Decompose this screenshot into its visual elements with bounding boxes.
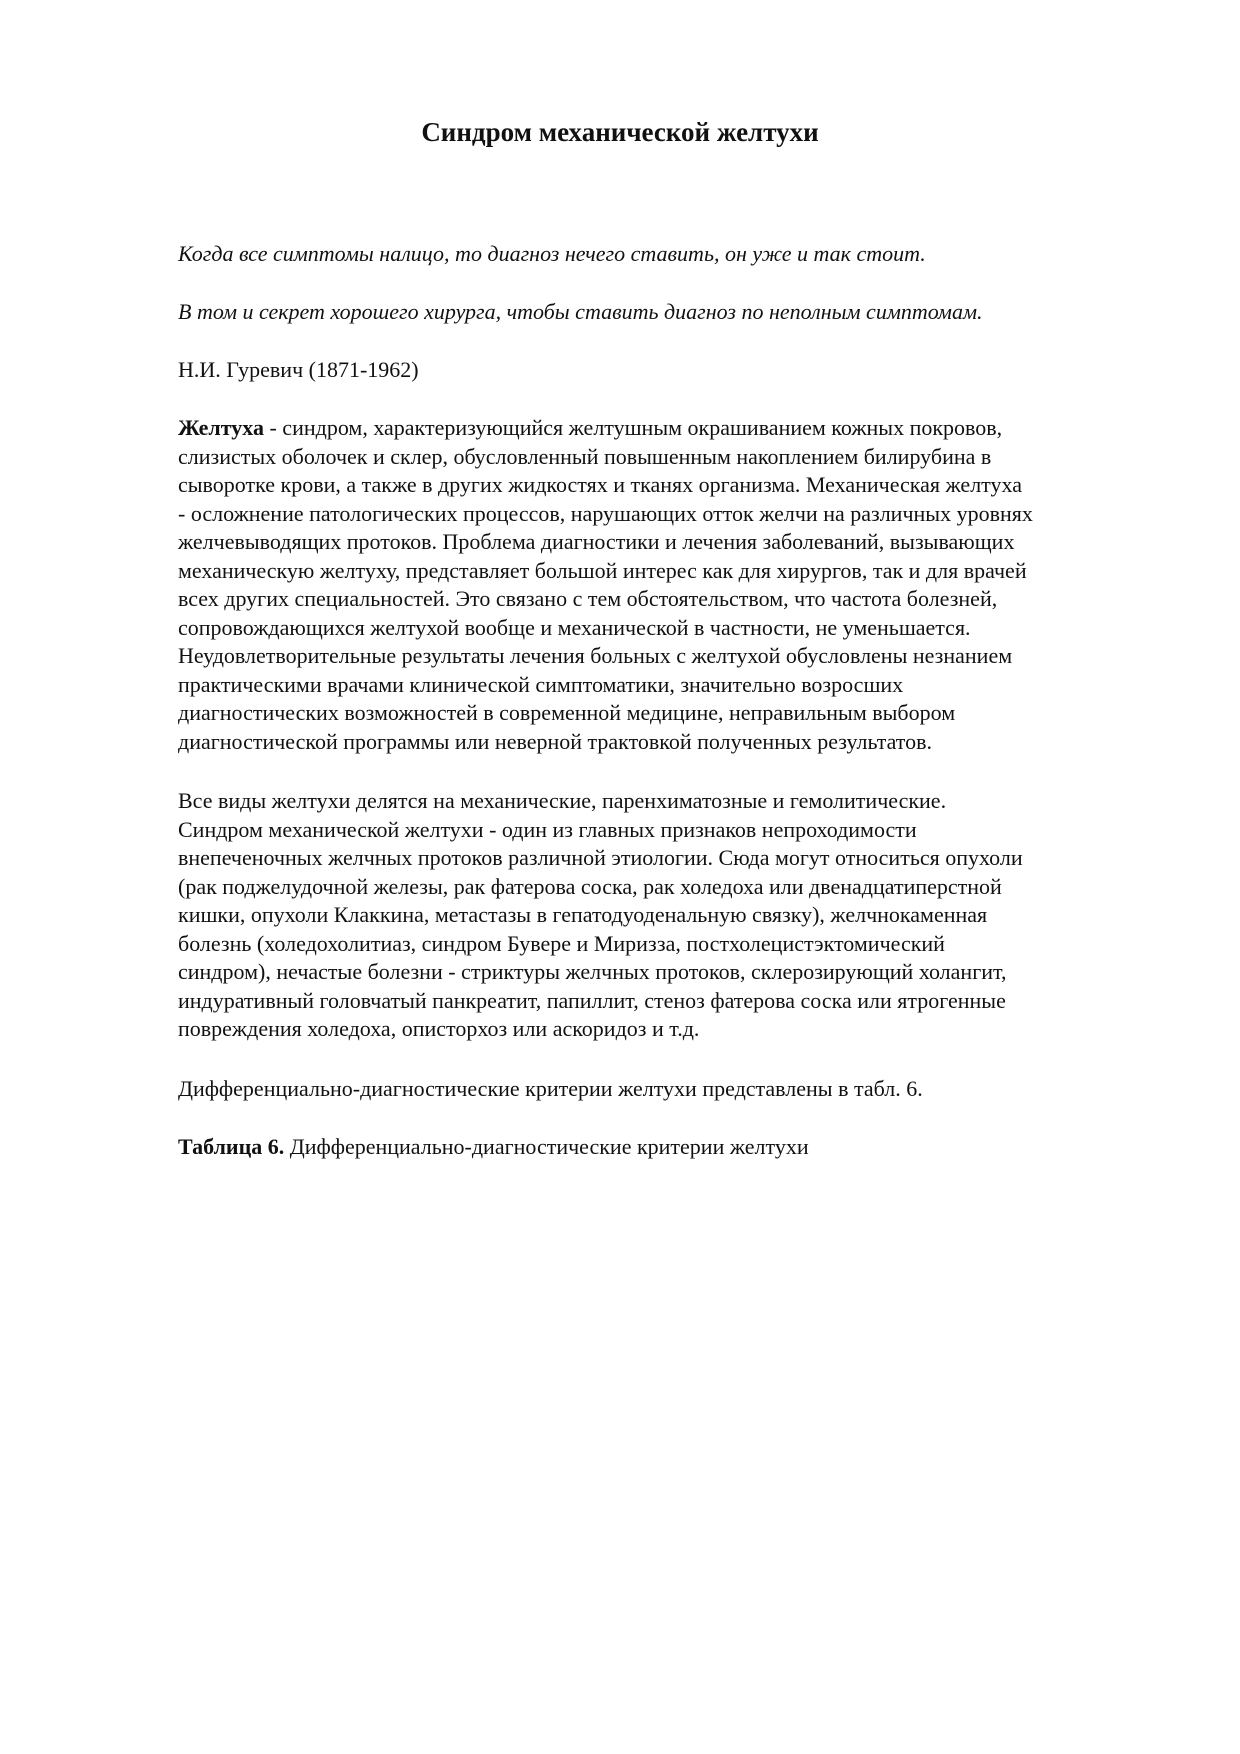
paragraph-line: слизистых оболочек и склер, обусловленный повышенным накоплением билирубина в (178, 443, 992, 469)
paragraph-table-reference: Дифференциально-диагностические критерии желтухи представлены в табл. 6. (178, 1076, 923, 1101)
epigraph-line-1: Когда все симптомы налицо, то диагноз нечего ставить, он уже и так стоит. (178, 241, 926, 266)
epigraph-author: Н.И. Гуревич (1871-1962) (178, 357, 419, 382)
paragraph-line: болезнь (холедохолитиаз, синдром Бувере и Мириззa, постхолецистэктомический (178, 930, 945, 956)
paragraph-line: - осложнение патологических процессов, нарушающих отток желчи на различных уровнях (178, 500, 1033, 526)
paragraph-line: всех других специальностей. Это связано с тем обстоятельством, что частота болезней, (178, 586, 998, 611)
paragraph-line: (рак поджелудочной железы, рак фатерова соска, рак холедоха или двенадцатиперстной (178, 873, 1002, 899)
paragraph-line: повреждения холедоха, описторхоз или аскоридоз и т.д. (178, 1016, 700, 1041)
paragraph-line: Неудовлетворительные результаты лечения больных с желтухой обусловлены незнанием (178, 643, 1013, 668)
paragraph-line: желчевыводящих протоков. Проблема диагностики и лечения заболеваний, вызывающих (178, 529, 1015, 554)
document-title: Синдром механической желтухи (421, 117, 819, 147)
term-jaundice: Желтуха (178, 415, 264, 440)
paragraph-line: Синдром механической желтухи - один из главных признаков непроходимости (178, 816, 917, 842)
paragraph-line: индуративный головчатый панкреатит, папиллит, стеноз фатерова соска или ятрогенные (178, 987, 1006, 1013)
paragraph-jaundice-types (178, 787, 1023, 1044)
paragraph-line: сыворотке крови, а также в других жидкостях и тканях организма. Механическая желтуха (178, 472, 1022, 497)
paragraph-line-rest: - синдром, характеризующийся желтушным окрашиванием кожных покровов, (263, 415, 1003, 440)
paragraph-line: внепеченочных желчных протоков различной этиологии. Сюда могут относиться опухоли (178, 845, 1023, 870)
table-caption-text: Дифференциально-диагностические критерии желтухи (284, 1134, 809, 1159)
paragraph-line: Все виды желтухи делятся на механические, паренхиматозные и гемолитические. (178, 788, 947, 813)
paragraph-line: диагностических возможностей в современной медицине, неправильным выбором (178, 700, 956, 725)
paragraph-line: практическими врачами клинической симптоматики, значительно возросших (178, 671, 904, 697)
paragraph-line: сопровождающихся желтухой вообще и механической в частности, не уменьшается. (178, 614, 971, 640)
paragraph-line: синдром), нечастые болезни - стриктуры желчных протоков, склерозирующий холангит, (178, 959, 1007, 984)
paragraph-line: механическую желтуху, представляет большой интерес как для хирургов, так и для врачей (178, 557, 1027, 583)
epigraph-line-2: В том и секрет хорошего хирурга, чтобы ставить диагноз по неполным симптомам. (178, 299, 983, 324)
paragraph-line: диагностической программы или неверной трактовкой полученных результатов. (178, 728, 933, 754)
paragraph-line: кишки, опухоли Клаккина, метастазы в гепатодуоденальную связку), желчнокаменная (178, 902, 988, 927)
paragraph-jaundice-definition (178, 414, 1033, 756)
table-caption-label: Таблица 6. (178, 1134, 285, 1159)
table-caption (178, 1133, 809, 1162)
paragraph-line (178, 414, 1033, 443)
